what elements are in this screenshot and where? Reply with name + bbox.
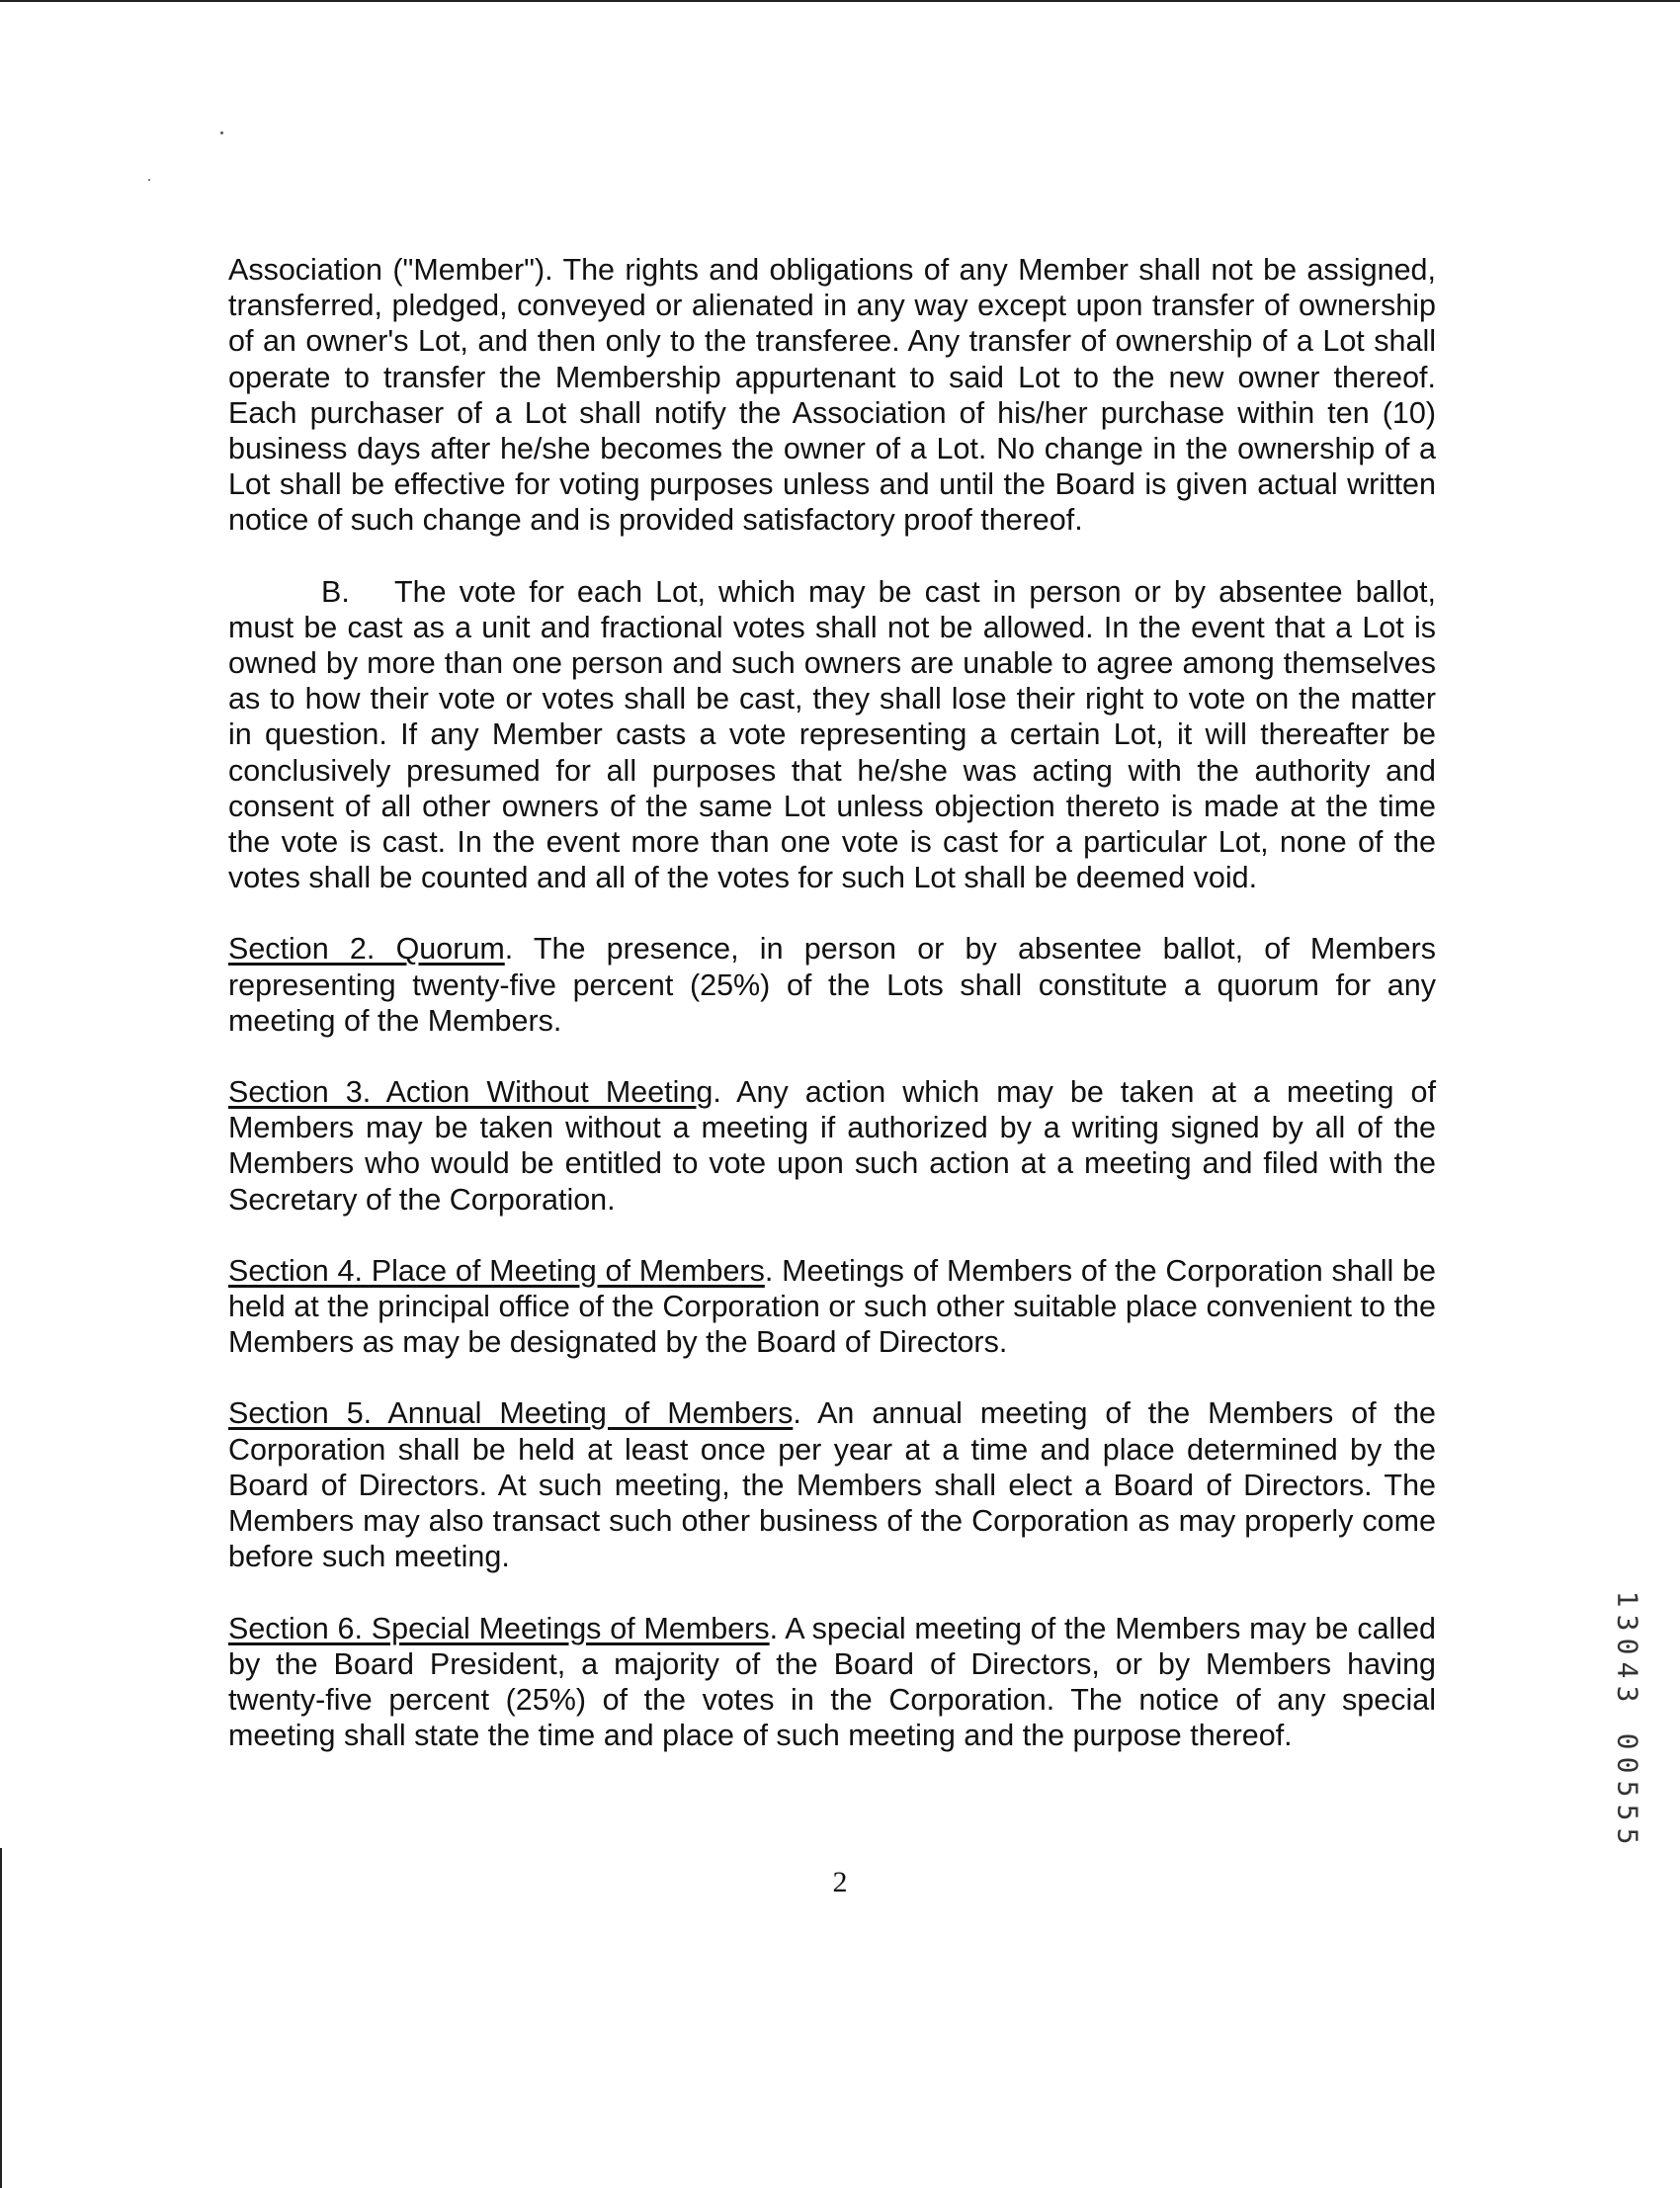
recording-stamp xyxy=(1609,1587,1648,1854)
section-heading: Section 5. Annual Meeting of Members xyxy=(228,1396,794,1431)
paragraph-membership-transfer: Association ("Member"). The rights and obligations of any Member shall not be assigned, transferred, pledged, conveyed or alienated in any way except upon transfer of ownership of an owner's Lot, and then only to the transferee. Any transfer of ownership of a Lot shall operate to transfer the Membership appurtenant to said Lot to the new owner thereof. Each purchaser of a Lot shall notify the Association of his/her purchase within ten (10) business days after he/she becomes the owner of a Lot. No change in the ownership of a Lot shall be effective for voting purposes unless and until the Board is given actual written notice of such change and is provided satisfactory proof thereof. xyxy=(228,253,1436,538)
section-text: . An annual meeting of the Members of the Corporation shall be held at least once per year at a time and place determined by the Board of Directors. At such meeting, the Members shall elect a Board of Directors. The Members may also transact such other business of the Corporation as may properly come before such meeting. xyxy=(228,1396,1436,1574)
section-text: . A special meeting of the Members may be called by the Board President, a majority of the Board of Directors, or by Members having twenty-five percent (25%) of the votes in the Corporation. The notice of any special meeting shall state the time and place of such meeting and the purpose thereof. xyxy=(228,1611,1437,1753)
section-heading: Section 3. Action Without Meeting xyxy=(228,1075,714,1110)
stamp-digit: 5 xyxy=(1610,1780,1643,1798)
recording-stamp-part2 xyxy=(1610,1729,1643,1848)
section-text: . Meetings of Members of the Corporation shall be held at the principal office of the Corporation or such other suitable place convenient to the Members as may be designated by the Board of Directors. xyxy=(228,1253,1436,1360)
section-heading: Section 4. Place of Meeting of Members xyxy=(228,1253,765,1288)
stamp-digit: 4 xyxy=(1610,1661,1643,1679)
stamp-digit: 3 xyxy=(1610,1614,1643,1632)
paragraph-label: B. xyxy=(321,574,350,609)
section-special-meetings xyxy=(228,1611,1436,1754)
section-annual-meeting xyxy=(228,1395,1436,1574)
stamp-digit: 0 xyxy=(1610,1638,1643,1655)
recording-stamp-part1 xyxy=(1610,1587,1643,1706)
section-text: . Any action which may be taken at a meeting of Members may be taken without a meeting if authorized by a writing signed by all of the Members who would be entitled to vote upon such action at a meeting and filed with the Secretary of the Corporation. xyxy=(228,1075,1436,1217)
section-place-of-meeting xyxy=(228,1253,1436,1361)
stamp-digit: 5 xyxy=(1610,1804,1643,1821)
section-action-without-meeting xyxy=(228,1074,1436,1218)
stamp-digit: 0 xyxy=(1610,1732,1643,1750)
document-body xyxy=(228,252,1436,1789)
section-heading: Section 2. Quorum xyxy=(228,932,505,967)
paragraph-b-voting xyxy=(228,574,1436,896)
section-heading: Section 6. Special Meetings of Members xyxy=(228,1611,770,1645)
page-number: 2 xyxy=(832,1866,848,1898)
scan-speck xyxy=(220,131,223,134)
paragraph-text: The vote for each Lot, which may be cast in person or by absentee ballot, must be cast as a unit and fractional votes shall not be allowed. In the event that a Lot is owned by more than one person and such owners are unable to agree among themselves as to how their vote or votes shall be cast, they shall lose their right to vote on the matter in question. If any Member casts a vote representing a certain Lot, it will thereafter be conclusively presumed for all purposes that he/she was acting with the authority and consent of all other owners of the same Lot unless objection thereto is made at the time the vote is cast. In the event more than one vote is cast for a particular Lot, none of the votes shall be counted and all of the votes for such Lot shall be deemed void. xyxy=(228,574,1436,895)
section-text: . The presence, in person or by absentee ballot, of Members representing twenty-five percent (25%) of the Lots shall constitute a quorum for any meeting of the Members. xyxy=(228,932,1437,1038)
stamp-digit: 0 xyxy=(1610,1756,1643,1774)
stamp-digit: 5 xyxy=(1610,1827,1643,1845)
scan-border-top xyxy=(0,0,1680,2)
stamp-digit: 3 xyxy=(1610,1685,1643,1703)
stamp-digit: 1 xyxy=(1610,1590,1643,1608)
section-quorum xyxy=(228,931,1436,1039)
scan-speck xyxy=(148,179,150,181)
